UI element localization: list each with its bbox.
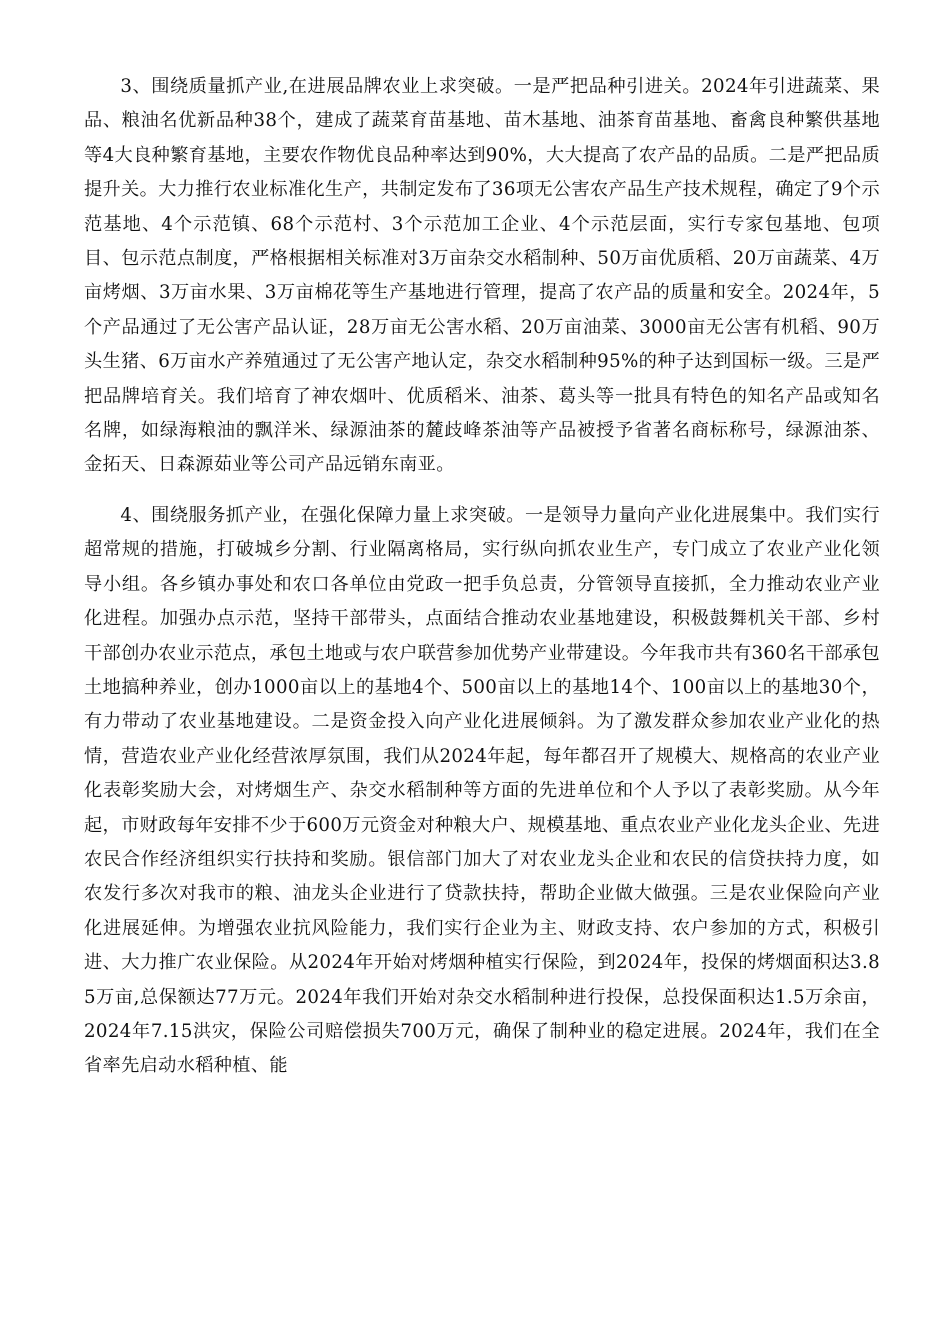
paragraph-service-industry: 4、围绕服务抓产业，在强化保障力量上求突破。一是领导力量向产业化进展集中。我们实行超常规的措施，打破城乡分割、行业隔离格局，实行纵向抓农业生产，专门成立了农业产业化领导小组。各乡镇办事处和农口各单位由党政一把手负总责，分管领导直接抓，全力推动农业产业化进程。加强办点示范，坚持干部带头，点面结合推动农业基地建设，积极鼓舞机关干部、乡村干部创办农业示范点，承包土地或与农户联营参加优势产业带建设。今年我市共有360名干部承包土地搞种养业，创办1000亩以上的基地4个、500亩以上的基地14个、100亩以上的基地30个，有力带动了农业基地建设。二是资金投入向产业化进展倾斜。为了激发群众参加农业产业化的热情，营造农业产业化经营浓厚氛围，我们从2024年起，每年都召开了规模大、规格高的农业产业化表彰奖励大会，对烤烟生产、杂交水稻制种等方面的先进单位和个人予以了表彰奖励。从今年起，市财政每年安排不少于600万元资金对种粮大户、规模基地、重点农业产业化龙头企业、先进农民合作经济组织实行扶持和奖励。银信部门加大了对农业龙头企业和农民的信贷扶持力度，如农发行多次对我市的粮、油龙头企业进行了贷款扶持，帮助企业做大做强。三是农业保险向产业化进展延伸。为增强农业抗风险能力，我们实行企业为主、财政支持、农户参加的方式，积极引进、大力推广农业保险。从2024年开始对烤烟种植实行保险，到2024年，投保的烤烟面积达3.85万亩,总保额达77万元。2024年我们开始对杂交水稻制种进行投保，总投保面积达1.5万余亩，2024年7.15洪灾，保险公司赔偿损失700万元，确保了制种业的稳定进展。2024年，我们在全省率先启动水稻种植、能 — [84, 504, 880, 1077]
document-page — [84, 70, 880, 1084]
paragraph-quality-industry: 3、围绕质量抓产业,在进展品牌农业上求突破。一是严把品种引进关。2024年引进蔬菜、果品、粮油名优新品种38个，建成了蔬菜育苗基地、苗木基地、油茶育苗基地、畜禽良种繁供基地等4大良种繁育基地，主要农作物优良品种率达到90%，大大提高了农产品的品质。二是严把品质提升关。大力推行农业标准化生产，共制定发布了36项无公害农产品生产技术规程，确定了9个示范基地、4个示范镇、68个示范村、3个示范加工企业、4个示范层面，实行专家包基地、包项目、包示范点制度，严格根据相关标准对3万亩杂交水稻制种、50万亩优质稻、20万亩蔬菜、4万亩烤烟、3万亩水果、3万亩棉花等生产基地进行管理，提高了农产品的质量和安全。2024年，5个产品通过了无公害产品认证，28万亩无公害水稻、20万亩油菜、3000亩无公害有机稻、90万头生猪、6万亩水产养殖通过了无公害产地认定，杂交水稻制种95%的种子达到国标一级。三是严把品牌培育关。我们培育了神农烟叶、优质稻米、油茶、葛头等一批具有特色的知名产品或知名名牌，如绿海粮油的飘洋米、绿源油茶的麓歧峰茶油等产品被授予省著名商标称号，绿源油茶、金拓天、日森源茹业等公司产品远销东南亚。 — [84, 76, 880, 476]
